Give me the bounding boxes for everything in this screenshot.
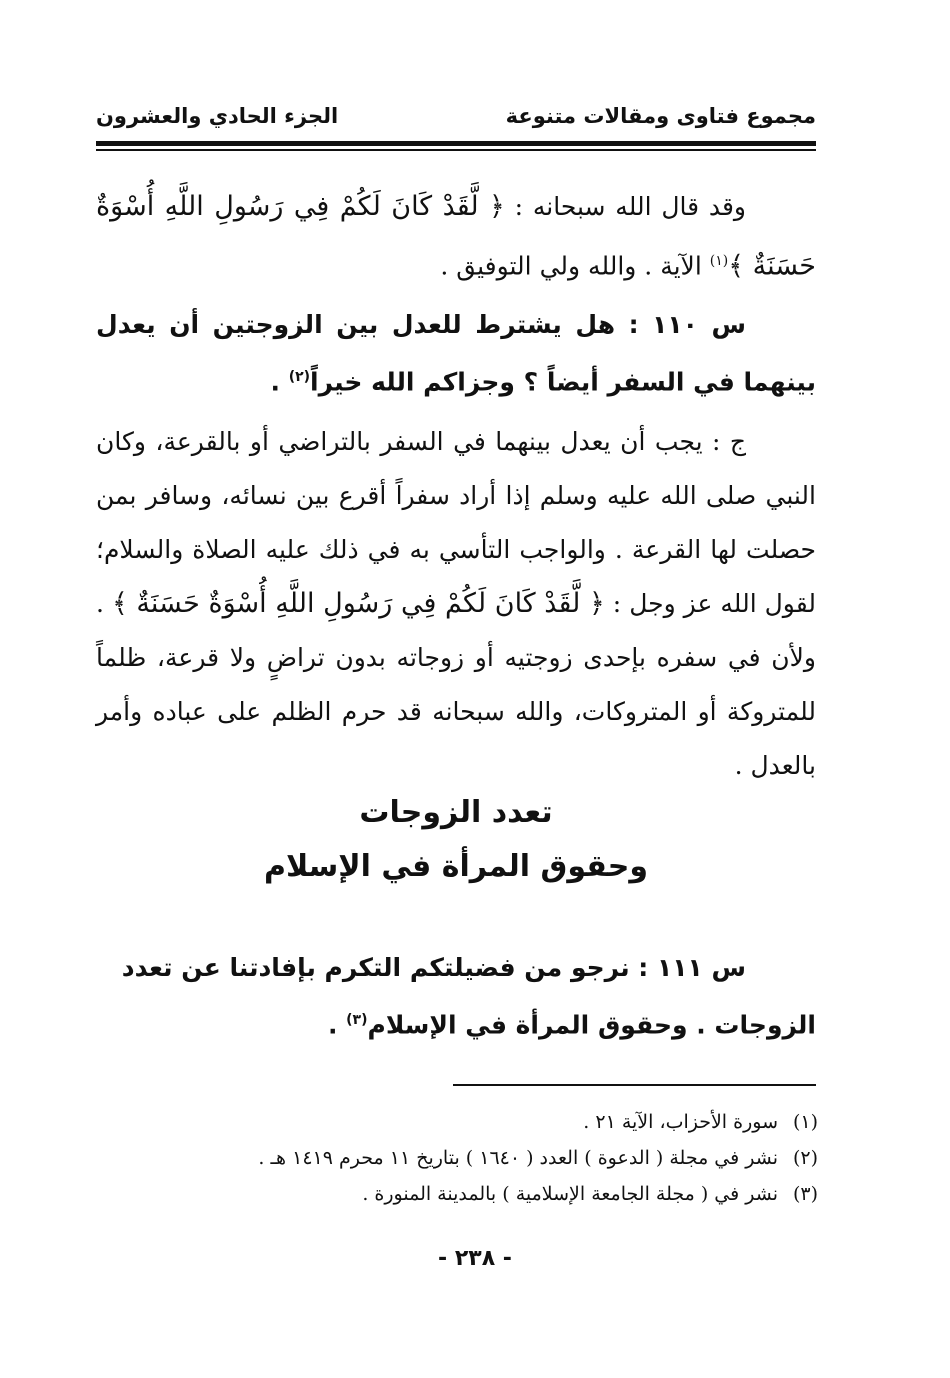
footnote-ref-3: (٣) (346, 1012, 368, 1028)
main-text (96, 180, 816, 799)
footnote-item (96, 1104, 818, 1140)
section-heading (96, 786, 816, 894)
section-title-line1: تعدد الزوجات (359, 795, 553, 830)
question-110 (96, 299, 816, 408)
volume-label: الجزء الحادي والعشرون (96, 104, 339, 128)
section-title-line2: وحقوق المرأة في الإسلام (263, 849, 649, 884)
answer-text: ج : يجب أن يعدل بينهما في السفر بالتراضي أو بالقرعة، وكان النبي صلى الله عليه وسلم إذا أراد سفراً أقرع بين نسائه، وسافر بمن حصلت لها القرعة . والواجب التأسي به في ذلك عليه الصلاة والسلام؛ لقول الله عز وجل : (96, 426, 816, 618)
answer-text-end: . ولأن في سفره بإحدى زوجتيه أو زوجاته بدون تراضٍ ولا قرعة، ظلماً للمتروكة أو المتروكات، والله سبحانه قد حرم الظلم على عباده وأمر بالعدل . (96, 588, 816, 780)
footnote-ref-1: (١) (709, 253, 729, 269)
quran-verse: ﴿ لَّقَدْ كَانَ لَكُمْ فِي رَسُولِ اللَّهِ أُسْوَةٌ حَسَنَةٌ ﴾ (96, 191, 816, 282)
question-text: س ١١٠ : هل يشترط للعدل بين الزوجتين أن يعدل بينهما في السفر أيضاً ؟ وجزاكم الله خيراً (96, 310, 816, 397)
question-111-block (96, 942, 816, 1057)
paragraph-text: وقد قال الله سبحانه : (504, 192, 746, 221)
question-111 (96, 942, 816, 1051)
footnote-item (96, 1176, 818, 1212)
footnote-number: (٣) (792, 1183, 818, 1205)
question-end: . (327, 1010, 347, 1040)
answer-110 (96, 415, 816, 793)
question-text: س ١١١ : نرجو من فضيلتكم التكرم بإفادتنا عن تعدد الزوجات . وحقوق المرأة في الإسلام (121, 953, 816, 1040)
running-header (96, 96, 816, 136)
footnote-separator (453, 1084, 816, 1086)
question-end: . (270, 367, 289, 397)
footnote-number: (١) (792, 1111, 818, 1133)
footnotes (96, 1104, 818, 1212)
footnote-text: نشر في ( مجلة الجامعة الإسلامية ) بالمدينة المنورة . (362, 1183, 778, 1205)
header-rule-thin (96, 149, 816, 151)
quran-verse: ﴿ لَّقَدْ كَانَ لَكُمْ فِي رَسُولِ اللَّهِ أُسْوَةٌ حَسَنَةٌ ﴾ (111, 587, 605, 619)
footnote-number: (٢) (792, 1147, 818, 1169)
paragraph-quote-intro (96, 180, 816, 293)
paragraph-text-end: الآية . والله ولي التوفيق . (440, 251, 710, 281)
footnote-text: سورة الأحزاب، الآية ٢١ . (583, 1111, 778, 1133)
page-number: - ٢٣٨ - (438, 1246, 512, 1271)
header-rule-thick (96, 141, 816, 146)
footnote-text: نشر في مجلة ( الدعوة ) العدد ( ١٦٤٠ ) بتاريخ ١١ محرم ١٤١٩ هـ . (258, 1147, 778, 1169)
book-title: مجموع فتاوى ومقالات متنوعة (505, 104, 816, 128)
footnote-ref-2: (٢) (288, 369, 311, 386)
footnote-item (96, 1140, 818, 1176)
